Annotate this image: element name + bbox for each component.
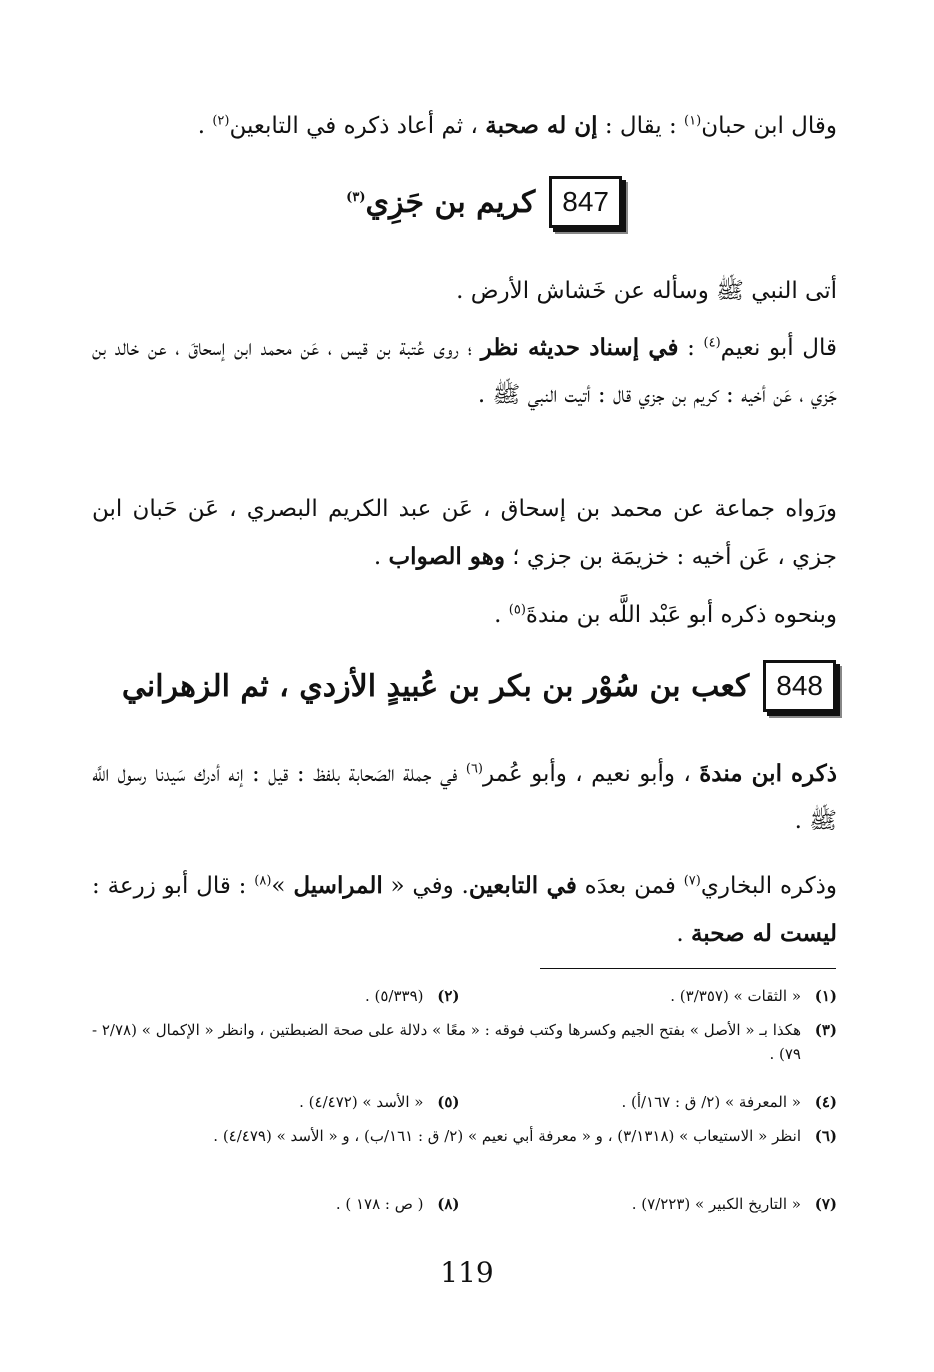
footnote-ref[interactable]: (٥) xyxy=(508,602,526,618)
bold-text: وهو الصواب xyxy=(388,543,505,570)
footnote-ref[interactable]: (٤) xyxy=(703,335,721,351)
paragraph-847-4 xyxy=(92,592,837,639)
text: ، وأبو نعيم ، وأبو عُمر xyxy=(483,761,700,787)
footnote-ref[interactable]: (٨) xyxy=(254,873,272,889)
text: ؛ روى عُتبة بن قيس ، عَن محمد ابن إسحاقَ ، عن خالد بن جَزي ، عَن أخيه : كريم بن جزي قال : أتيت النبي ﷺ . xyxy=(92,335,837,408)
text: : قال أبو زرعة : xyxy=(92,873,255,899)
bold-text: ليست له صحبة xyxy=(690,920,837,947)
footnote-number: (٦) xyxy=(814,1127,837,1145)
footnote-text: « الأسد » (٤/٤٧٢) . xyxy=(299,1093,424,1111)
footnote-text: « التاريخ الكبير » (٧/٢٢٣) . xyxy=(631,1195,801,1213)
paragraph-847-3 xyxy=(92,486,837,581)
paragraph-848-2 xyxy=(92,862,837,958)
entry-heading-847 xyxy=(346,176,622,228)
text: . xyxy=(373,544,389,570)
footnote-ref[interactable]: (٢) xyxy=(212,113,230,129)
entry-title xyxy=(346,185,535,220)
footnote-row-4-5 xyxy=(92,1090,837,1114)
footnote-number: (٨) xyxy=(437,1195,460,1213)
footnote-text: ( ص : ١٧٨ ) . xyxy=(335,1195,424,1213)
entry-number-box: 847 xyxy=(549,176,622,228)
footnote-ref[interactable]: (٣) xyxy=(346,189,366,205)
footnote-ref[interactable]: (٦) xyxy=(465,761,483,777)
text: . وفي « xyxy=(382,873,469,899)
title-text: كريم بن جَزِي xyxy=(365,184,536,220)
bold-text: المراسيل xyxy=(293,872,383,899)
paragraph-847-1: أتى النبي ﷺ وسأله عن خَشاش الأرض . xyxy=(456,278,837,304)
text: ، ثم أعاد ذكره في التابعين xyxy=(229,113,486,139)
text: فمن بعدَه xyxy=(576,873,684,899)
footnote-6 xyxy=(92,1124,837,1148)
footnote-number: (٣) xyxy=(814,1021,837,1039)
text: . xyxy=(494,602,509,628)
footnote-text: (٥/٣٣٩) . xyxy=(364,987,424,1005)
footnote-ref[interactable]: (١) xyxy=(684,113,702,129)
entry-number-box: 848 xyxy=(763,660,836,712)
text: . xyxy=(676,921,691,947)
text: ورَواه جماعة عن محمد بن إسحاق ، عَن عبد الكريم البصري ، عَن حَبان ابن جزي ، عَن أخيه : خزيمَة بن جزي ؛ xyxy=(92,496,837,570)
text: : يقال : xyxy=(597,113,685,139)
bold-text: في التابعين xyxy=(468,872,577,899)
footnote-divider xyxy=(540,968,836,969)
footnote-3 xyxy=(92,1018,837,1066)
footnote-text: هكذا بـ « الأصل » بفتح الجيم وكسرها وكتب فوقه : « معًا » دلالة على صحة الضبطتين ، وانظر « الإكمال » (٢/٧٨ - ٧٩) . xyxy=(92,1021,801,1063)
paragraph-847-2 xyxy=(92,324,837,419)
bold-text: في إسناد حديثه نظر xyxy=(480,334,679,361)
text: : xyxy=(678,335,704,361)
footnote-number: (٢) xyxy=(437,987,460,1005)
text: في جملة الصَحابة بلفظ : قيل : إنه أدرك سَيدنا رسول اللَّه ﷺ . xyxy=(92,761,837,834)
text: قال أبو نعيم xyxy=(720,335,837,361)
footnote-row-1-2 xyxy=(92,984,837,1008)
footnote-number: (٥) xyxy=(437,1093,460,1111)
footnote-ref[interactable]: (٧) xyxy=(683,873,701,889)
intro-paragraph xyxy=(92,102,837,150)
footnote-text: « الثقات » (٣/٣٥٧) . xyxy=(670,987,801,1005)
entry-title: كعب بن سُوْر بن بكر بن عُبيدٍ الأزدي ، ثم الزهراني xyxy=(121,668,750,704)
footnote-row-7-8 xyxy=(92,1192,837,1216)
footnote-number: (٤) xyxy=(814,1093,837,1111)
text: » xyxy=(271,873,294,899)
bold-text: ذكره ابن مندةَ xyxy=(699,760,837,787)
footnote-text: انظر « الاستيعاب » (٣/١٣١٨) ، و « معرفة أبي نعيم » (٢/ ق : ١٦١/ب) ، و « الأسد » (٤/٤٧٩) . xyxy=(213,1127,801,1145)
paragraph-848-1 xyxy=(92,750,837,845)
text: وقال ابن حبان xyxy=(701,113,837,139)
footnote-text: « المعرفة » (٢/ ق : ١٦٧/أ) . xyxy=(621,1093,801,1111)
page-number: 119 xyxy=(440,1256,494,1289)
text: وبنحوه ذكره أبو عَبْد اللَّه بن مندةَ xyxy=(525,602,837,628)
footnote-number: (١) xyxy=(814,987,837,1005)
bold-text: إن له صحبة xyxy=(485,112,598,139)
footnote-number: (٧) xyxy=(814,1195,837,1213)
entry-heading-848 xyxy=(122,660,836,712)
text: . xyxy=(197,113,213,139)
text: وذكره البخاري xyxy=(700,873,838,899)
